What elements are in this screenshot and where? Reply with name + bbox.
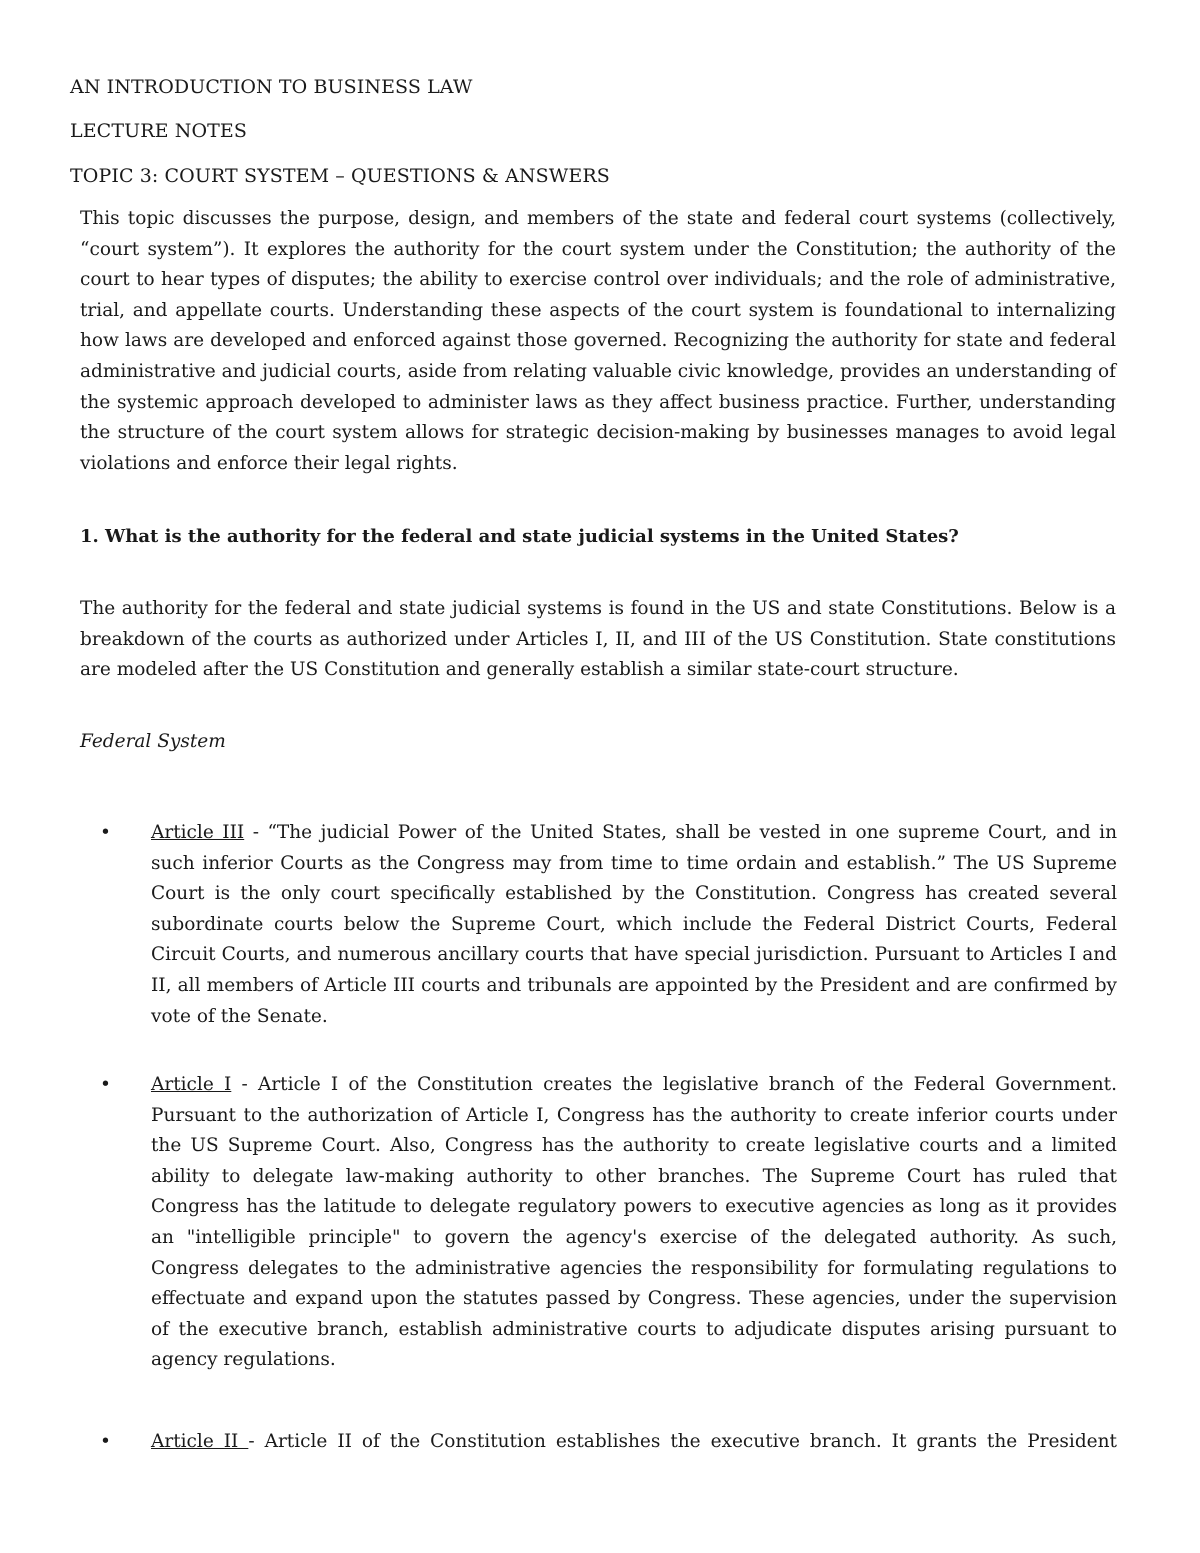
- bullet-icon: •: [100, 822, 111, 843]
- lecture-notes-label: LECTURE NOTES: [70, 120, 247, 142]
- intro-paragraph: This topic discusses the purpose, design, and members of the state and federal court systems (collectively, “court system”). It explores the authority for the court system under the Constitution; the authority of the court to hear types of disputes; the ability to exercise control over individuals; and the role of administrative, trial, and appellate courts. Understanding these aspects of the court system is foundational to internalizing how laws are developed and enforced against those governed. Recognizing the authority for state and federal administrative and judicial courts, aside from relating valuable civic knowledge, provides an understanding of the systemic approach developed to administer laws as they affect business practice. Further, understanding the structure of the court system allows for strategic decision-making by businesses manages to avoid legal violations and enforce their legal rights.: [80, 208, 1116, 474]
- article-body: Article II of the Constitution establishes the executive branch. It grants the President: [264, 1431, 1117, 1452]
- separator: -: [244, 822, 268, 843]
- list-item-text: [151, 1070, 1117, 1376]
- article-label: Article III: [151, 822, 245, 843]
- list-item-text: [151, 1427, 1117, 1458]
- article-body: “The judicial Power of the United States, shall be vested in one supreme Court, and in such inferior Courts as the Congress may from time to time ordain and establish.” The US Supreme Court is the only court specifically established by the Constitution. Congress has created several subordinate courts below the Supreme Court, which include the Federal District Courts, Federal Circuit Courts, and numerous ancillary courts that have special jurisdiction. Pursuant to Articles I and II, all members of Article III courts and tribunals are appointed by the President and are confirmed by vote of the Senate.: [151, 822, 1117, 1027]
- bullet-icon: •: [100, 1074, 111, 1095]
- question-1: 1. What is the authority for the federal and state judicial systems in the United States?: [80, 526, 959, 547]
- separator: -: [248, 1431, 265, 1452]
- answer-1-paragraph: The authority for the federal and state judicial systems is found in the US and state Constitutions. Below is a breakdown of the courts as authorized under Articles I, II, and III of the US Constitution. State constitutions are modeled after the US Constitution and generally establish a similar state-court structure.: [80, 598, 1116, 681]
- article-label: Article II: [151, 1431, 249, 1452]
- separator: -: [231, 1074, 258, 1095]
- article-label: Article I: [151, 1074, 232, 1095]
- list-item-text: [151, 818, 1117, 1032]
- course-title: AN INTRODUCTION TO BUSINESS LAW: [70, 76, 473, 98]
- article-body: Article I of the Constitution creates the legislative branch of the Federal Government. Pursuant to the authorization of Article I, Congress has the authority to create inferior courts under the US Supreme Court. Also, Congress has the authority to create legislative courts and a limited ability to delegate law-making authority to other branches. The Supreme Court has ruled that Congress has the latitude to delegate regulatory powers to executive agencies as long as it provides an "intelligible principle" to govern the agency's exercise of the delegated authority. As such, Congress delegates to the administrative agencies the responsibility for formulating regulations to effectuate and expand upon the statutes passed by Congress. These agencies, under the supervision of the executive branch, establish administrative courts to adjudicate disputes arising pursuant to agency regulations.: [151, 1074, 1117, 1371]
- topic-title: TOPIC 3: COURT SYSTEM – QUESTIONS & ANSWERS: [70, 165, 610, 187]
- federal-system-heading: Federal System: [80, 731, 226, 752]
- bullet-icon: •: [100, 1431, 111, 1452]
